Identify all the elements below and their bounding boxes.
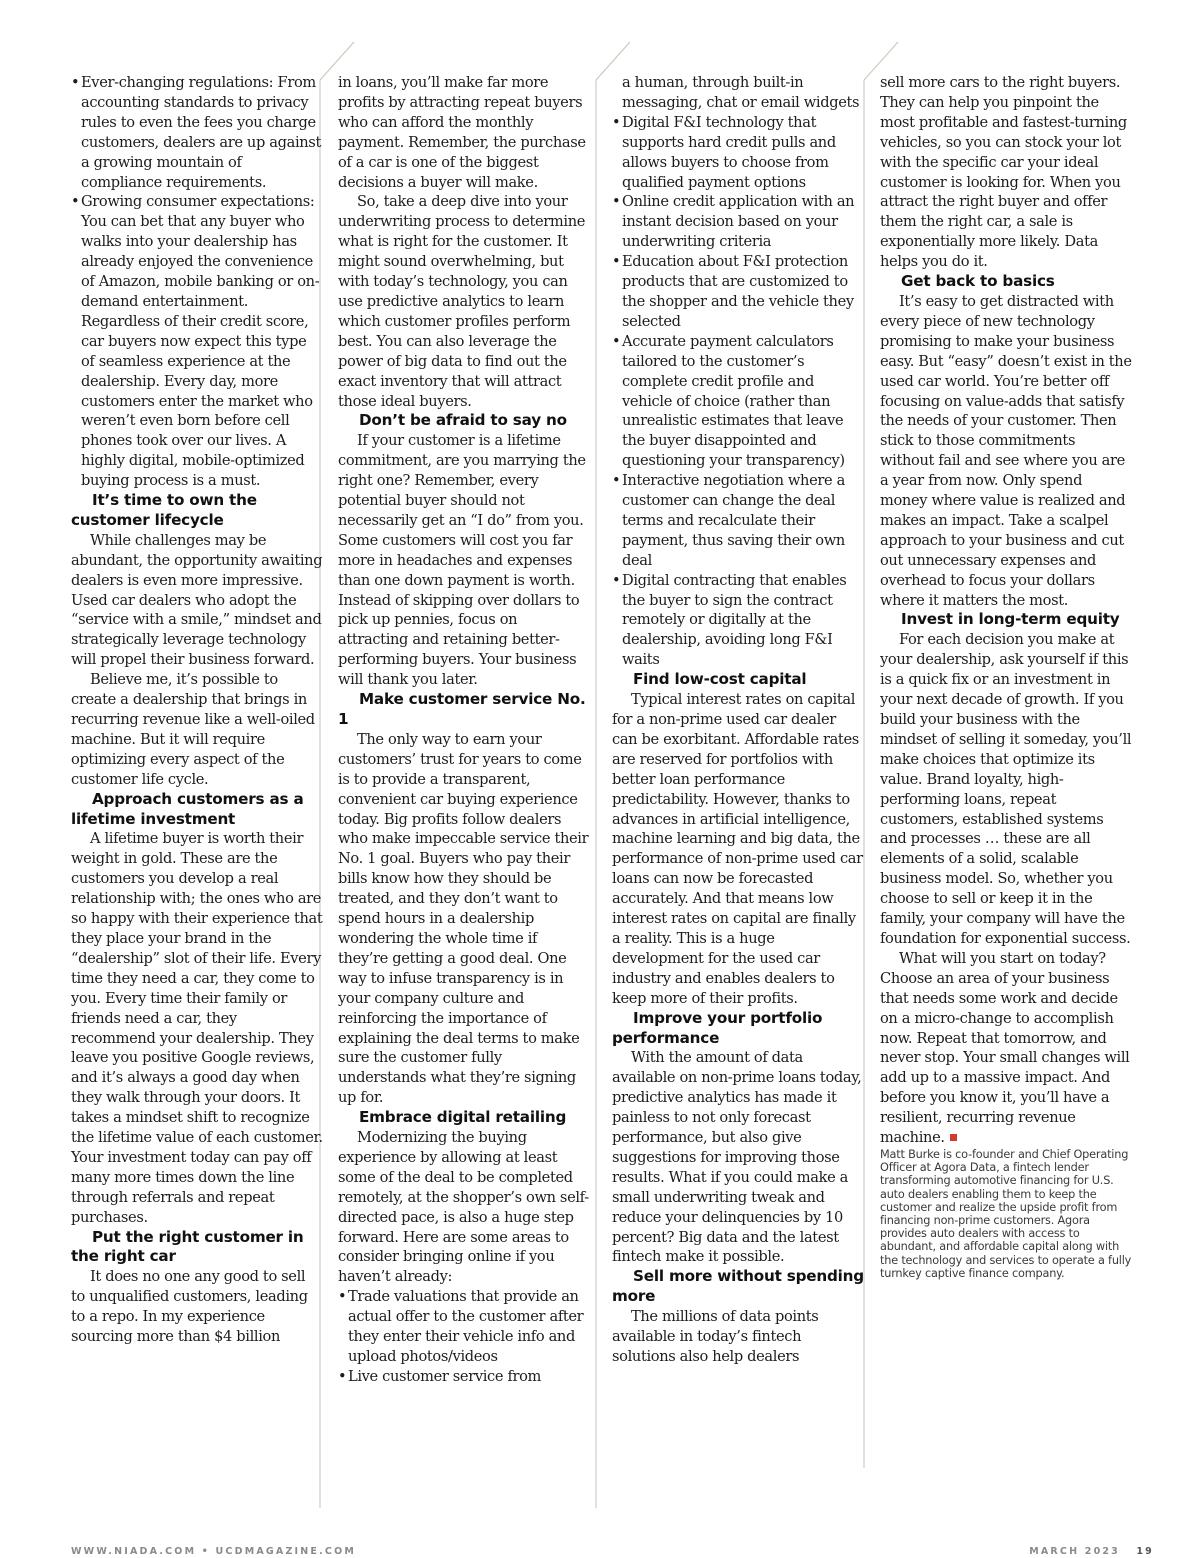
end-mark-icon [950,1134,957,1141]
list-item: • Digital F&I technology that supports hard credit pulls and allows buyers to choose from qualified payment options [612,113,864,193]
list-item: • Live customer service from [338,1367,590,1387]
list-item-continued [612,73,864,113]
section-heading-portfolio: Improve your portfolio performance [612,1008,823,1047]
section-heading-digital-retailing: Embrace digital retailing [359,1108,567,1127]
article-column-4 [880,73,1132,1280]
author-bio: Matt Burke is co-founder and Chief Operating Officer at Agora Data, a fintech lender transforming automotive financing for U.S. auto dealers enabling them to keep the customer and realize the upside profit from financing non-prime customers. Agora provides auto dealers with access to abundant, and affordable capital along with the technology and services to operate a fully turnkey captive finance company. [880,1147,1132,1280]
paragraph: Typical interest rates on capital for a non-prime used car dealer can be exorbitant. Affordable rates are reserved for portfolios with better loan performance predictability. However, thanks to advances in artificial intelligence, machine learning and big data, the performance of non-prime used car loans can now be forecasted accurately. And that means low interest rates on capital are finally a reality. This is a huge development for the used car industry and enables dealers to keep more of their profits. [612,691,863,1007]
article-column-2 [338,73,590,1387]
footer-issue-date: MARCH 2023 [1029,1546,1120,1557]
paragraph: With the amount of data available on non-prime loans today, predictive analytics has made it painless to not only forecast performance, but also give suggestions for improving those results. What if you could make a small underwriting tweak and reduce your delinquencies by 10 percent? Big data and the latest fintech make it possible. [612,1049,862,1266]
list-item: • Accurate payment calculators tailored to the customer’s complete credit profile and vehicle of choice (rather than unrealistic estimates that leave the buyer disappointed and questioning your transparency) [612,332,864,471]
paragraph: So, take a deep dive into your underwriting process to determine what is right for the customer. It might sound overwhelming, but with today’s technology, you can use predictive analytics to learn which customer profiles perform best. You can also leverage the power of big data to find out the exact inventory that will attract those ideal buyers. [338,193,586,410]
page-number: 19 [1136,1546,1154,1557]
digital-retailing-list [338,1287,590,1387]
footer-website: WWW.NIADA.COM • UCDMAGAZINE.COM [71,1546,357,1557]
section-heading-sell-more: Sell more without spending more [612,1267,864,1306]
list-item: • Online credit application with an instant decision based on your underwriting criteria [612,192,864,252]
digital-retailing-list-continued [612,73,864,670]
article-column-3 [612,73,864,1367]
list-item: • Education about F&I protection products that are customized to the shopper and the vehicle they selected [612,252,864,332]
section-heading-lifecycle: It’s time to own the customer lifecycle [71,491,257,529]
paragraph: The millions of data points available in today’s fintech solutions also help dealers [612,1308,819,1365]
list-item: • Trade valuations that provide an actual offer to the customer after they enter their vehicle info and upload photos/videos [338,1287,590,1367]
article-column-1 [71,73,323,1347]
section-heading-say-no: Don’t be afraid to say no [359,411,567,430]
list-item: • Growing consumer expectations: You can bet that any buyer who walks into your dealership has already enjoyed the convenience of Amazon, mobile banking or on-demand entertainment. Regardless of their credit score, car buyers now expect this type of seamless experience at the dealership. Every day, more customers enter the market who weren’t even born before cell phones took over our lives. A highly digital, mobile-optimized buying process is a must. [71,192,323,491]
paragraph: It’s easy to get distracted with every piece of new technology promising to make your business easy. But “easy” doesn’t exist in the used car world. You’re better off focusing on value-adds that satisfy the needs of your customer. Then stick to those commitments without fail and see where you are a year from now. Only spend money where value is realized and makes an impact. Take a scalpel approach to your business and cut out unnecessary expenses and overhead to focus your dollars where it matters the most. [880,292,1132,609]
list-item-text: a human, through built-in messaging, chat or email widgets [622,74,860,111]
paragraph: in loans, you’ll make far more profits by attracting repeat buyers who can afford the monthly payment. Remember, the purchase of a car is one of the biggest decisions a buyer will make. [338,74,586,191]
section-heading-lifetime-investment: Approach customers as a lifetime investment [71,789,304,828]
closing-text: What will you start on today? Choose an area of your business that needs some work and decide on a micro-change to accomplish now. Repeat that tomorrow, and never stop. Your small changes will add up to a massive impact. And before you know it, you’ll have a resilient, recurring revenue machine. [880,949,1130,1147]
paragraph: While challenges may be abundant, the opportunity awaiting dealers is even more impressive. Used car dealers who adopt the “service with a smile,” mindset and strategically leverage technology will propel their business forward. [71,531,323,669]
list-item: • Ever-changing regulations: From accounting standards to privacy rules to even the fees you charge customers, dealers are up against a growing mountain of compliance requirements. [71,73,323,192]
section-heading-customer-service: Make customer service No. 1 [338,690,586,728]
list-item: • Digital contracting that enables the buyer to sign the contract remotely or digitally at the dealership, avoiding long F&I waits [612,571,864,671]
paragraph: A lifetime buyer is worth their weight in gold. These are the customers you develop a real relationship with; the ones who are so happy with their experience that they place your brand in the “dealership” slot of their life. Every time they need a car, they come to you. Every time their family or friends need a car, they recommend your dealership. They leave you positive Google reviews, and it’s always a good day when they walk through your doors. It takes a mindset shift to recognize the lifetime value of each customer. Your investment today can pay off many more times down the line through referrals and repeat purchases. [71,830,323,1226]
paragraph: The only way to earn your customers’ trust for years to come is to provide a transparent, convenient car buying experience today. Big profits follow dealers who make impeccable service their No. 1 goal. Buyers who pay their bills know how they should be treated, and they don’t want to spend hours in a dealership wondering the whole time if they’re getting a good deal. One way to infuse transparency is in your company culture and reinforcing the importance of explaining the deal terms to make sure the customer fully understands what they’re signing up for. [338,730,589,1107]
paragraph: sell more cars to the right buyers. They can help you pinpoint the most profitable and fastest-turning vehicles, so you can stock your lot with the specific car your ideal customer is looking for. When you attract the right buyer and offer them the right car, a sale is exponentially more likely. Data helps you do it. [880,74,1127,271]
list-item: • Interactive negotiation where a customer can change the deal terms and recalculate their payment, thus saving their own deal [612,471,864,571]
closing-paragraph [880,949,1132,1148]
section-heading-basics: Get back to basics [901,272,1055,291]
section-heading-long-term-equity: Invest in long-term equity [901,610,1120,629]
paragraph: Believe me, it’s possible to create a dealership that brings in recurring revenue like a well-oiled machine. But it will require optimizing every aspect of the customer life cycle. [71,671,315,788]
paragraph: For each decision you make at your dealership, ask yourself if this is a quick fix or an investment in your next decade of growth. If you build your business with the mindset of selling it someday, you’ll make choices that optimize its value. Brand loyalty, high-performing loans, repeat customers, established systems and processes … these are all elements of a solid, scalable business model. So, whether you choose to sell or keep it in the family, your company will have the foundation for exponential success. [880,631,1132,947]
paragraph: It does no one any good to sell to unqualified customers, leading to a repo. In my experience sourcing more than $4 billion [71,1268,308,1346]
section-heading-low-cost-capital: Find low-cost capital [633,670,807,689]
section-heading-right-car: Put the right customer in the right car [71,1227,304,1266]
paragraph: Modernizing the buying experience by allowing at least some of the deal to be completed remotely, at the shopper’s own self-directed pace, is also a huge step forward. Here are some areas to consider bringing online if you haven’t already: [338,1129,589,1286]
paragraph: If your customer is a lifetime commitment, are you marrying the right one? Remember, every potential buyer should not necessarily get an “I do” from you. Some customers will cost you far more in headaches and expenses than one down payment is worth. Instead of skipping over dollars to pick up pennies, focus on attracting and retaining better-performing buyers. Your business will thank you later. [338,432,586,689]
challenge-list [71,73,323,491]
